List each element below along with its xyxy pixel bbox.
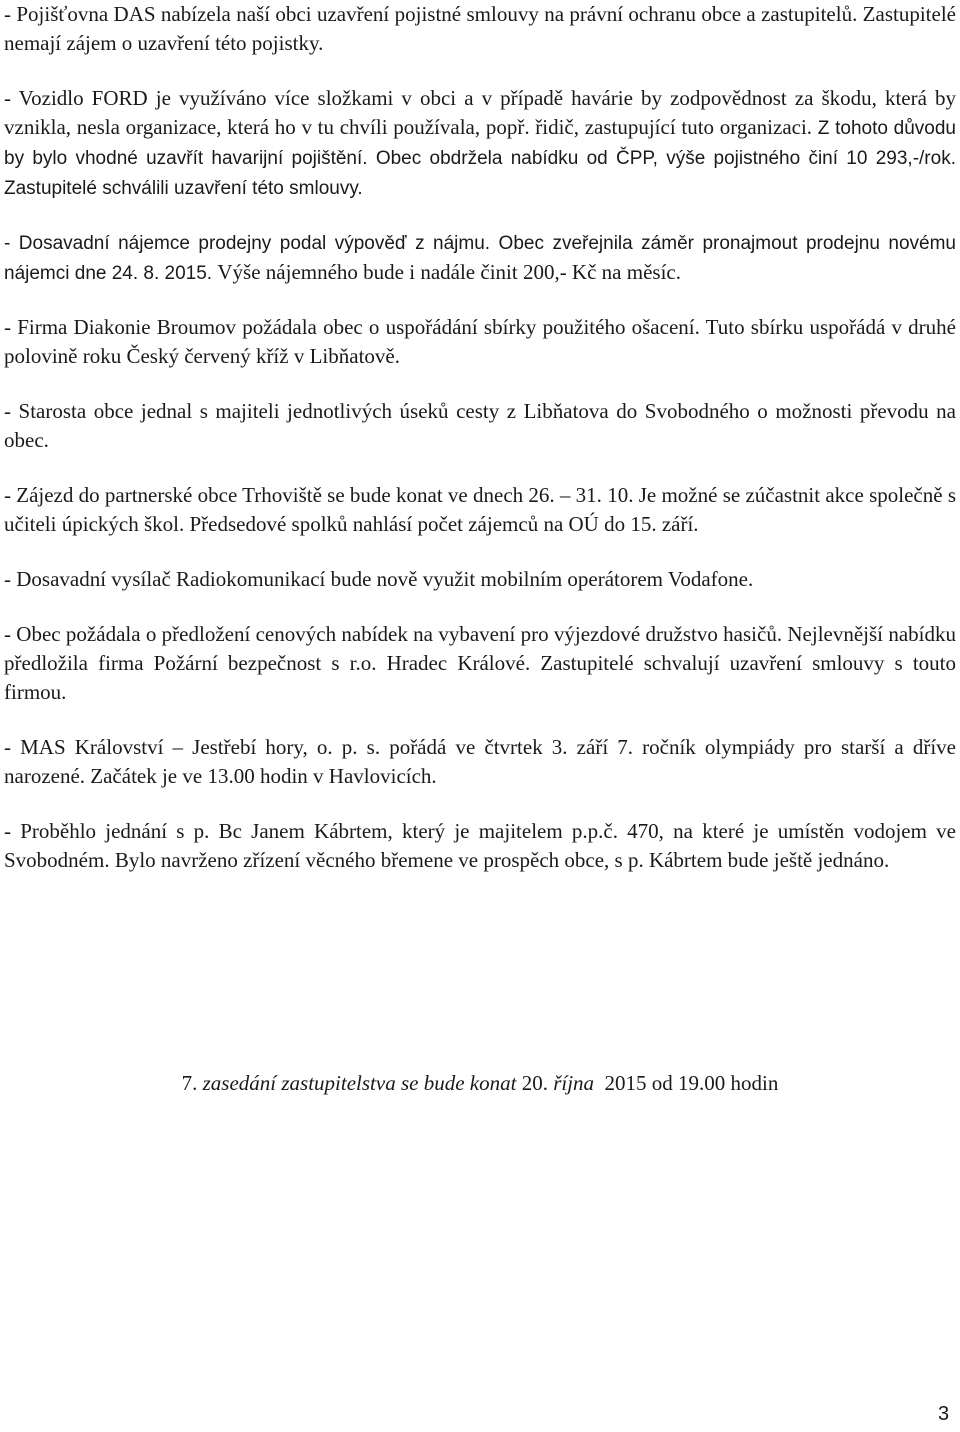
paragraph-mas-olympiad — [4, 733, 956, 791]
paragraph-road-transfer — [4, 397, 956, 455]
closing-text-italic: zasedání zastupitelstva se bude konat — [202, 1071, 517, 1095]
paragraph-text: - Starosta obce jednal s majiteli jednotlivých úseků cesty z Libňatova do Svobodného o možnosti převodu na obec. — [4, 399, 956, 452]
paragraph-text: - Zájezd do partnerské obce Trhoviště se bude konat ve dnech 26. – 31. 10. Je možné se zúčastnit akce společně s učiteli úpických škol. Předsedové spolků nahlásí počet zájemců na OÚ do 15. září. — [4, 483, 956, 536]
paragraph-clothing-collection — [4, 313, 956, 371]
paragraph-text: - Pojišťovna DAS nabízela naší obci uzavření pojistné smlouvy na právní ochranu obce a zastupitelů. Zastupitelé nemají zájem o uzavření této pojistky. — [4, 2, 956, 55]
next-session-announcement — [0, 1069, 960, 1098]
paragraph-text: - Dosavadní vysílač Radiokomunikací bude nově využit mobilním operátorem Vodafone. — [4, 567, 754, 591]
paragraph-firefighters-equipment — [4, 620, 956, 707]
paragraph-transmitter — [4, 565, 956, 594]
paragraph-text-sans: Z tohoto důvodu by bylo vhodné uzavřít havarijní pojištění. Obec obdržela nabídku od ČPP, výše pojistného činí 10 293,-/rok. Zastupitelé schválili uzavření této smlouvy. — [4, 118, 956, 199]
document-body — [4, 0, 956, 900]
paragraph-text-sans: - Dosavadní nájemce prodejny podal výpověď z nájmu. Obec zveřejnila záměr pronajmout prodejnu novému nájemci dne 24. 8. 2015. — [4, 233, 956, 284]
paragraph-kabrt-meeting — [4, 817, 956, 875]
closing-text: 2015 od 19.00 hodin — [594, 1071, 779, 1095]
paragraph-insurance-das — [4, 0, 956, 58]
paragraph-text: - Obec požádala o předložení cenových nabídek na vybavení pro výjezdové družstvo hasičů. Nejlevnější nabídku předložila firma Požární bezpečnost s r.o. Hradec Králové. Zastupitelé schvalují uzavření smlouvy s touto firmou. — [4, 622, 956, 704]
page-number: 3 — [938, 1403, 950, 1425]
closing-text: 20. — [516, 1071, 554, 1095]
paragraph-text: - Vozidlo FORD je využíváno více složkami v obci a v případě havárie by zodpovědnost za škodu, která by vznikla, nesla organizace, která ho v tu chvíli používala, popř. řidič, zastupující tuto organizaci. — [4, 86, 956, 139]
paragraph-trip-trhoviste — [4, 481, 956, 539]
paragraph-text: - MAS Království – Jestřebí hory, o. p. s. pořádá ve čtvrtek 3. září 7. ročník olympiády pro starší a dříve narozené. Začátek je ve 13.00 hodin v Havlovicích. — [4, 735, 956, 788]
paragraph-text: Výše nájemného bude i nadále činit 200,- Kč na měsíc. — [217, 260, 681, 284]
closing-text-italic: října — [553, 1071, 595, 1095]
closing-text: 7. — [181, 1071, 203, 1095]
paragraph-text: - Proběhlo jednání s p. Bc Janem Kábrtem, který je majitelem p.p.č. 470, na které je umístěn vodojem ve Svobodném. Bylo navrženo zřízení věcného břemene ve prospěch obce, s p. Kábrtem bude ještě jednáno. — [4, 819, 956, 872]
paragraph-text: - Firma Diakonie Broumov požádala obec o uspořádání sbírky použitého ošacení. Tuto sbírku uspořádá v druhé polovině roku Český červený kříž v Libňatově. — [4, 315, 956, 368]
paragraph-shop-lease — [4, 228, 956, 288]
paragraph-vehicle-ford — [4, 84, 956, 203]
